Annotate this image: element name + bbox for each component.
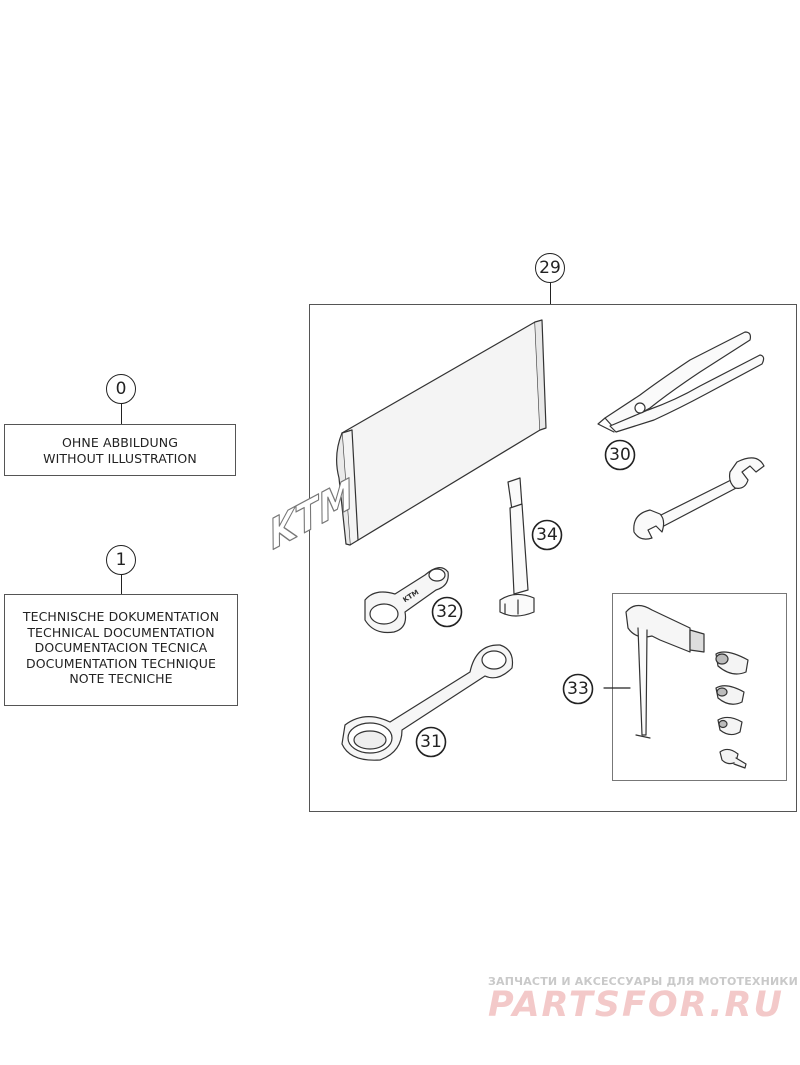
callout-31[interactable]: 31 <box>420 732 442 752</box>
bit-socket-2-icon[interactable] <box>716 686 744 705</box>
ktm-logo: KTM <box>266 470 357 560</box>
no-illustration-line-1: OHNE ABBILDUNG <box>61 435 179 450</box>
documentation-line-5: NOTE TECNICHE <box>69 671 173 686</box>
callout-29[interactable]: 29 <box>535 253 565 283</box>
bit-socket-1-icon[interactable] <box>716 652 748 674</box>
documentation-line-3: DOCUMENTACION TECNICA <box>34 640 208 655</box>
spanner-ktm-logo: KTM <box>401 588 421 605</box>
callout-0[interactable]: 0 <box>106 374 136 404</box>
no-illustration-line-2: WITHOUT ILLUSTRATION <box>43 450 197 466</box>
callout-30[interactable]: 30 <box>609 445 631 465</box>
callout-1[interactable]: 1 <box>106 545 136 575</box>
allen-key-handle-icon[interactable] <box>626 605 704 738</box>
documentation-line-1: TECHNISCHE DOKUMENTATION <box>22 609 220 624</box>
open-end-wrench-icon[interactable] <box>634 458 764 539</box>
callout-32[interactable]: 32 <box>436 602 458 622</box>
bit-socket-4-icon[interactable] <box>720 749 746 768</box>
watermark-tagline: ЗАПЧАСТИ И АКСЕССУАРЫ ДЛЯ МОТОТЕХНИКИ <box>488 975 798 988</box>
callout-34[interactable]: 34 <box>536 525 558 545</box>
watermark-logo: PARTSFOR.RU <box>488 985 784 1025</box>
extension-bar-icon[interactable] <box>500 478 534 616</box>
documentation-line-2: TECHNICAL DOCUMENTATION <box>27 624 215 640</box>
tool-bag-icon[interactable] <box>266 320 546 560</box>
bit-socket-3-icon[interactable] <box>718 717 742 734</box>
pliers-icon[interactable] <box>598 332 764 432</box>
callout-33[interactable]: 33 <box>567 679 589 699</box>
documentation-line-4: DOCUMENTATION TECHNIQUE <box>26 655 216 671</box>
